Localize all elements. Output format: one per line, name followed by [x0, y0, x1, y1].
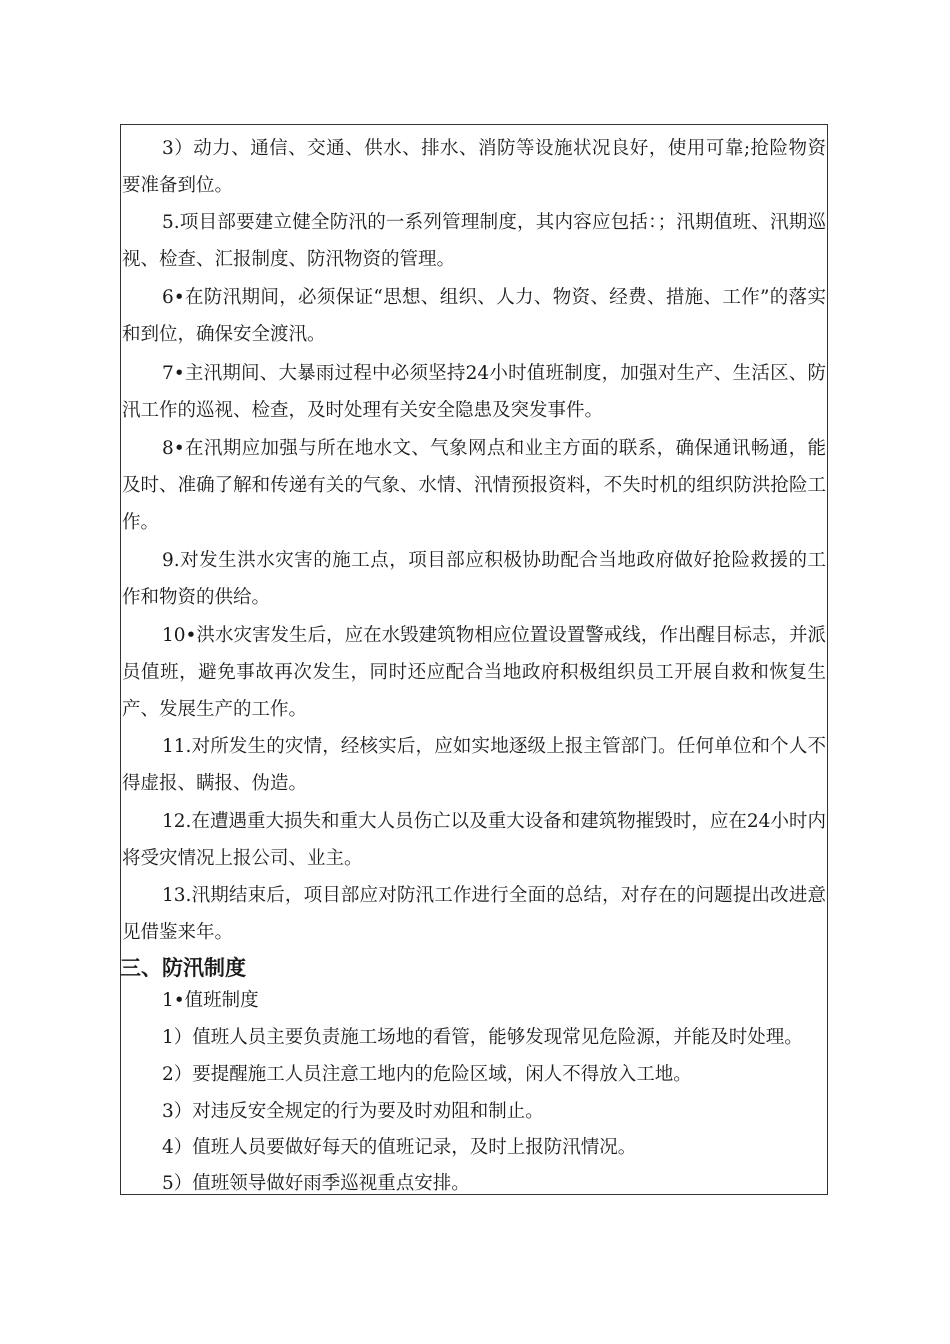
duty-item-5: 5）值班领导做好雨季巡视重点安排。	[162, 1173, 470, 1194]
duty-item-1: 1）值班人员主要负责施工场地的看管，能够发现常见危险源，并能及时处理。	[162, 1027, 803, 1048]
duty-item-title: 1•值班制度	[162, 990, 259, 1011]
duty-item-2: 2）要提醒施工人员注意工地内的危险区域，闲人不得放入工地。	[162, 1064, 692, 1085]
paragraph-12-major-loss: 12.在遭遇重大损失和重大人员伤亡以及重大设备和建筑物摧毁时，应在24小时内将受灾情况上报公司、业主。	[122, 811, 826, 869]
paragraph-6-guarantee: 6•在防汛期间，必须保证“思想、组织、人力、物资、经费、措施、工作”的落实和到位，确保安全渡汛。	[122, 287, 826, 345]
duty-item-4: 4）值班人员要做好每天的值班记录，及时上报防汛情况。	[162, 1137, 637, 1158]
paragraph-13-summary: 13.汛期结束后，项目部应对防汛工作进行全面的总结，对存在的问题提出改进意见借鉴来年。	[122, 885, 826, 943]
paragraph-5-management: 5.项目部要建立健全防汛的一系列管理制度，其内容应包括：；汛期值班、汛期巡视、检查、汇报制度、防汛物资的管理。	[122, 212, 826, 270]
paragraph-8-liaison: 8•在汛期应加强与所在地水文、气象网点和业主方面的联系，确保通讯畅通，能及时、准确了解和传递有关的气象、水情、汛情预报资料，不失时机的组织防洪抢险工作。	[122, 438, 826, 533]
paragraph-10-disaster: 10•洪水灾害发生后，应在水毁建筑物相应位置设置警戒线，作出醒目标志，并派员值班，避免事故再次发生，同时还应配合当地政府积极组织员工开展自救和恢复生产、发展生产的工作。	[122, 625, 826, 720]
paragraph-3-facilities: 3）动力、通信、交通、供水、排水、消防等设施状况良好，使用可靠;抢险物资要准备到位。	[122, 138, 826, 196]
paragraph-9-rescue: 9.对发生洪水灾害的施工点，项目部应积极协助配合当地政府做好抢险救援的工作和物资的供给。	[122, 550, 826, 608]
duty-item-3: 3）对违反安全规定的行为要及时劝阻和制止。	[162, 1101, 544, 1122]
paragraph-7-duty: 7•主汛期间、大暴雨过程中必须坚持24小时值班制度，加强对生产、生活区、防汛工作的巡视、检查，及时处理有关安全隐患及突发事件。	[122, 363, 826, 421]
paragraph-11-report: 11.对所发生的灾情，经核实后，应如实地逐级上报主管部门。任何单位和个人不得虚报、瞒报、伪造。	[122, 736, 826, 794]
section-heading: 三、防汛制度	[120, 955, 246, 980]
